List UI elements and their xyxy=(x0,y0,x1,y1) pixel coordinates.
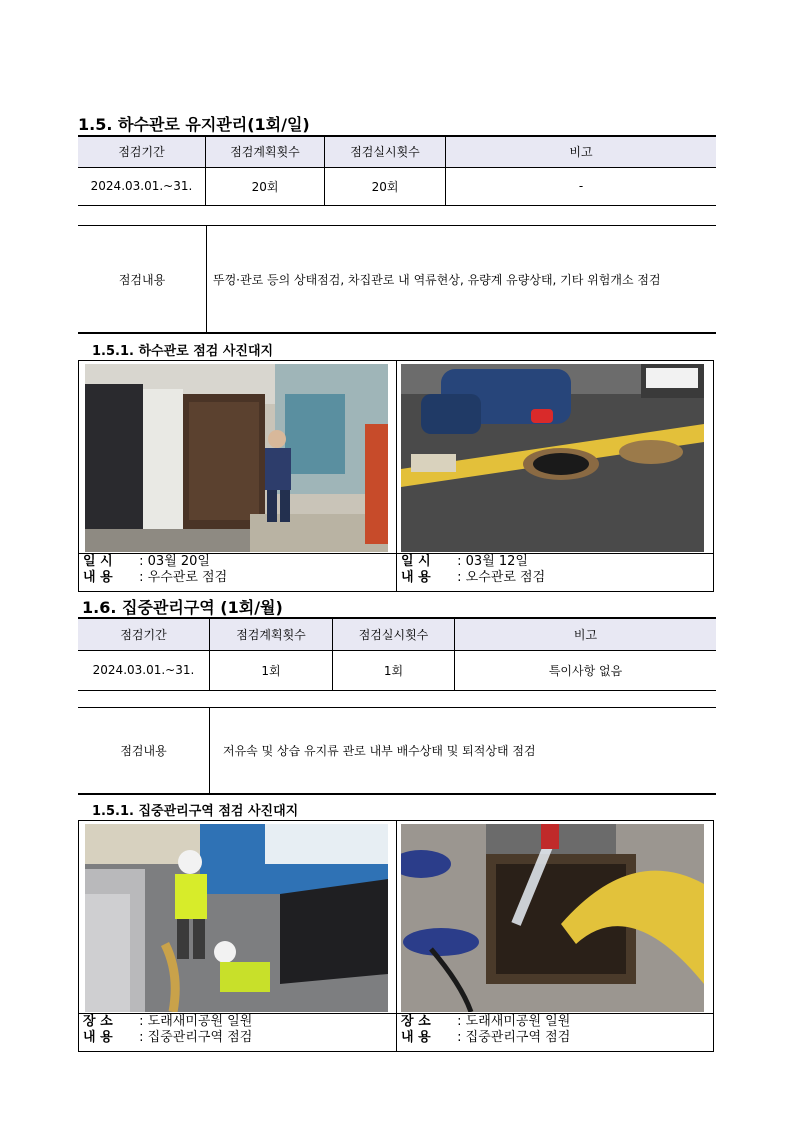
section-title: 1.5. 하수관로 유지관리(1회/일) xyxy=(78,115,310,134)
header-period: 점검기간 xyxy=(78,136,206,167)
caption-label: 내 용 xyxy=(83,570,113,585)
caption-value: 03월 12일 xyxy=(465,554,528,569)
inspection-table xyxy=(78,617,716,691)
cell-actual: 20회 xyxy=(325,167,446,205)
content-value: 저유속 및 상습 유지류 관로 내부 배수상태 및 퇴적상태 점검 xyxy=(223,744,536,758)
section-title: 1.6. 집중관리구역 (1회/월) xyxy=(82,598,283,617)
header-period: 점검기간 xyxy=(78,618,210,650)
photo-section-title: 1.5.1. 하수관로 점검 사진대지 xyxy=(92,344,274,359)
photo-sanitary-sewer xyxy=(401,364,704,552)
photo-board xyxy=(78,360,714,592)
caption-value: 도래새미공원 일원 xyxy=(147,1014,253,1029)
header-planned: 점검계획횟수 xyxy=(206,136,325,167)
content-label: 점검내용 xyxy=(78,708,210,793)
cell-planned: 20회 xyxy=(206,167,325,205)
cell-period: 2024.03.01.~31. xyxy=(78,650,210,690)
caption-label: 장 소 xyxy=(83,1014,113,1029)
cell-actual: 1회 xyxy=(333,650,455,690)
header-planned: 점검계획횟수 xyxy=(210,618,333,650)
cell-note: 특이사항 없음 xyxy=(455,650,717,690)
caption-label: 내 용 xyxy=(401,1030,431,1045)
content-value: 뚜껑·관로 등의 상태점검, 차집관로 내 역류현상, 유량계 유량상태, 기타 위험개소 점검 xyxy=(213,272,661,287)
inspection-content xyxy=(78,707,716,795)
photo-storm-sewer xyxy=(85,364,388,552)
caption-label: 내 용 xyxy=(83,1030,113,1045)
inspection-content xyxy=(78,225,716,334)
photo4-caption: 장 소 : 도래새미공원 일원 내 용 : 집중관리구역 점검 xyxy=(401,1014,571,1045)
photo1-caption: 일 시 : 03월 20일 내 용 : 우수관로 점검 xyxy=(83,554,228,585)
header-note: 비고 xyxy=(455,618,717,650)
photo2-caption: 일 시 : 03월 12일 내 용 : 오수관로 점검 xyxy=(401,554,546,585)
cell-note: - xyxy=(446,167,717,205)
header-note: 비고 xyxy=(446,136,717,167)
content-label: 점검내용 xyxy=(78,226,207,332)
caption-value: 오수관로 점검 xyxy=(465,570,546,585)
caption-label: 일 시 xyxy=(401,554,431,569)
photo-focus-area-1 xyxy=(85,824,388,1012)
photo-board xyxy=(78,820,714,1052)
caption-value: 도래새미공원 일원 xyxy=(465,1014,571,1029)
caption-value: 집중관리구역 점검 xyxy=(147,1030,253,1045)
photo-section-title: 1.5.1. 집중관리구역 점검 사진대지 xyxy=(92,804,299,819)
caption-label: 일 시 xyxy=(83,554,113,569)
header-actual: 점검실시횟수 xyxy=(325,136,446,167)
caption-value: 03월 20일 xyxy=(147,554,210,569)
inspection-table xyxy=(78,135,716,206)
photo3-caption: 장 소 : 도래새미공원 일원 내 용 : 집중관리구역 점검 xyxy=(83,1014,253,1045)
caption-value: 집중관리구역 점검 xyxy=(465,1030,571,1045)
caption-label: 장 소 xyxy=(401,1014,431,1029)
caption-label: 내 용 xyxy=(401,570,431,585)
cell-period: 2024.03.01.~31. xyxy=(78,167,206,205)
caption-value: 우수관로 점검 xyxy=(147,570,228,585)
cell-planned: 1회 xyxy=(210,650,333,690)
photo-focus-area-2 xyxy=(401,824,704,1012)
header-actual: 점검실시횟수 xyxy=(333,618,455,650)
